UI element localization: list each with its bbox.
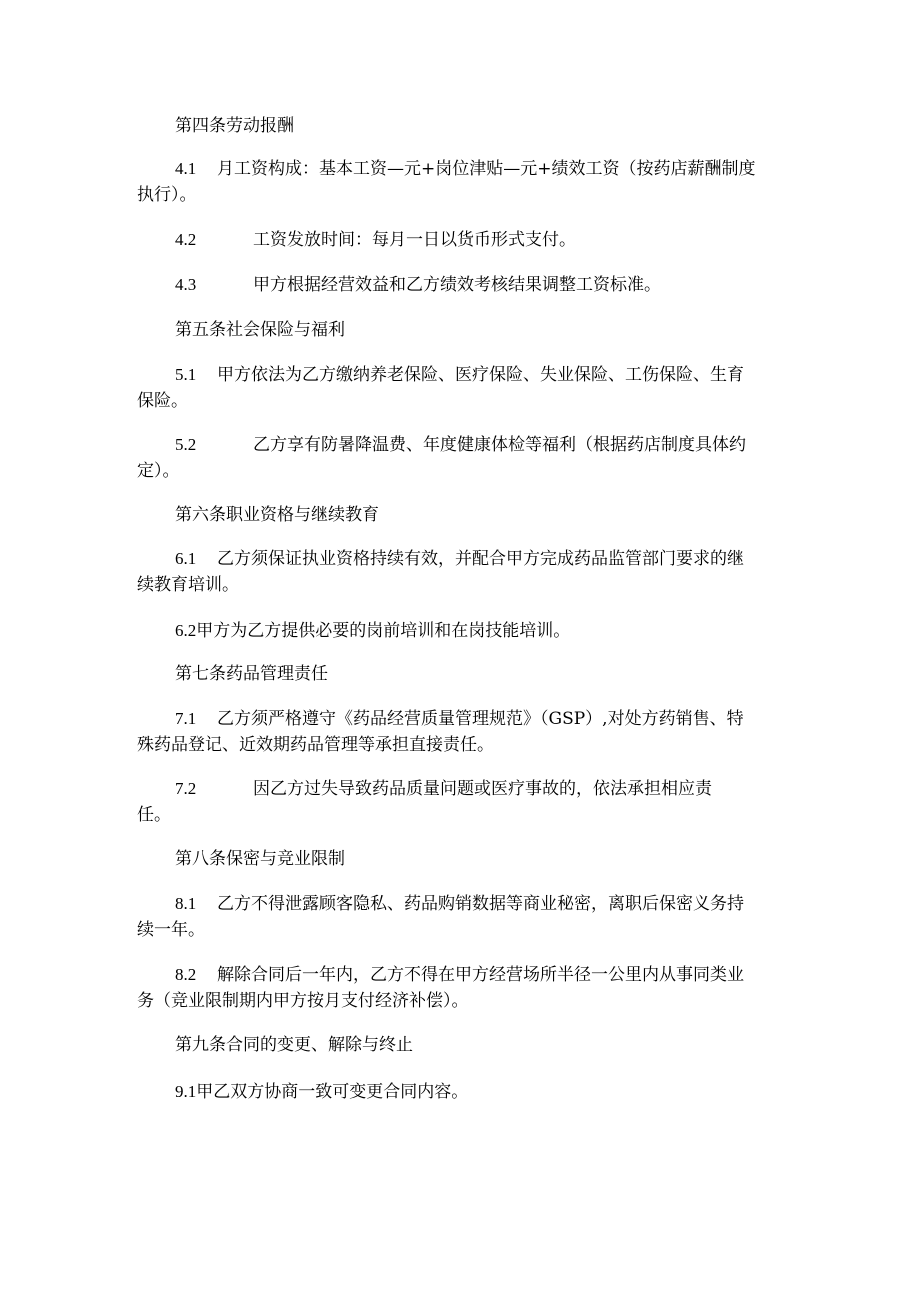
clause-number: 8.1	[175, 894, 197, 913]
clause-number: 4.2	[175, 230, 197, 249]
clause-number: 7.1	[175, 709, 197, 728]
clause-5-2	[137, 432, 787, 484]
clause-text: 因乙方过失导致药品质量问题或医疗事故的，依法承担相应责	[253, 779, 712, 799]
clause-6-2	[137, 618, 787, 644]
clause-number: 4.3	[175, 275, 197, 294]
section-heading-4: 第四条劳动报酬	[175, 116, 294, 136]
section-heading-5: 第五条社会保险与福利	[175, 320, 345, 340]
clause-text-continued: 殊药品登记、近效期药品管理等承担直接责任。	[137, 735, 494, 755]
section-heading-8: 第八条保密与竞业限制	[175, 849, 345, 869]
clause-text: 甲方依法为乙方缴纳养老保险、医疗保险、失业保险、工伤保险、生育	[217, 365, 744, 385]
clause-text-continued: 续一年。	[137, 920, 205, 940]
clause-4-1	[137, 156, 787, 208]
clause-text: 甲方根据经营效益和乙方绩效考核结果调整工资标准。	[253, 275, 661, 295]
clause-text-continued: 任。	[137, 805, 171, 825]
clause-text-continued: 务（竞业限制期内甲方按月支付经济补偿）。	[137, 991, 469, 1011]
section-heading-6: 第六条职业资格与继续教育	[175, 505, 379, 525]
clause-6-1	[137, 546, 787, 598]
clause-text: 解除合同后一年内，乙方不得在甲方经营场所半径一公里内从事同类业	[217, 965, 744, 985]
clause-4-3	[137, 272, 787, 298]
clause-number: 8.2	[175, 965, 197, 984]
clause-number: 7.2	[175, 779, 197, 798]
clause-text: 甲方为乙方提供必要的岗前培训和在岗技能培训。	[196, 621, 571, 641]
clause-text-continued: 定）。	[137, 461, 180, 481]
clause-8-1	[137, 891, 787, 943]
section-heading-9: 第九条合同的变更、解除与终止	[175, 1035, 413, 1055]
clause-text-continued: 续教育培训。	[137, 575, 239, 595]
clause-text-continued: 保险。	[137, 391, 188, 411]
section-heading-7: 第七条药品管理责任	[175, 664, 328, 684]
clause-number: 9.1	[175, 1082, 197, 1101]
clause-number: 6.2	[175, 621, 197, 640]
clause-number: 5.1	[175, 365, 197, 384]
clause-number: 6.1	[175, 549, 197, 568]
clause-text: 乙方须严格遵守《药品经营质量管理规范》（GSP）,对处方药销售、特	[217, 709, 744, 729]
clause-text: 乙方须保证执业资格持续有效，并配合甲方完成药品监管部门要求的继	[217, 549, 744, 569]
clause-9-1	[137, 1079, 787, 1105]
clause-number: 5.2	[175, 435, 197, 454]
clause-text: 月工资构成：基本工资—元+岗位津贴—元+绩效工资（按药店薪酬制度	[217, 159, 756, 179]
clause-5-1	[137, 362, 787, 414]
clause-text-continued: 执行）。	[137, 185, 197, 205]
clause-text: 甲乙双方协商一致可变更合同内容。	[196, 1082, 469, 1102]
clause-8-2	[137, 962, 787, 1014]
clause-4-2	[137, 227, 787, 253]
clause-number: 4.1	[175, 159, 197, 178]
clause-7-2	[137, 776, 787, 828]
clause-text: 乙方享有防暑降温费、年度健康体检等福利（根据药店制度具体约	[253, 435, 746, 455]
clause-text: 工资发放时间：每月一日以货币形式支付。	[253, 230, 576, 250]
clause-7-1	[137, 706, 787, 758]
clause-text: 乙方不得泄露顾客隐私、药品购销数据等商业秘密，离职后保密义务持	[217, 894, 744, 914]
